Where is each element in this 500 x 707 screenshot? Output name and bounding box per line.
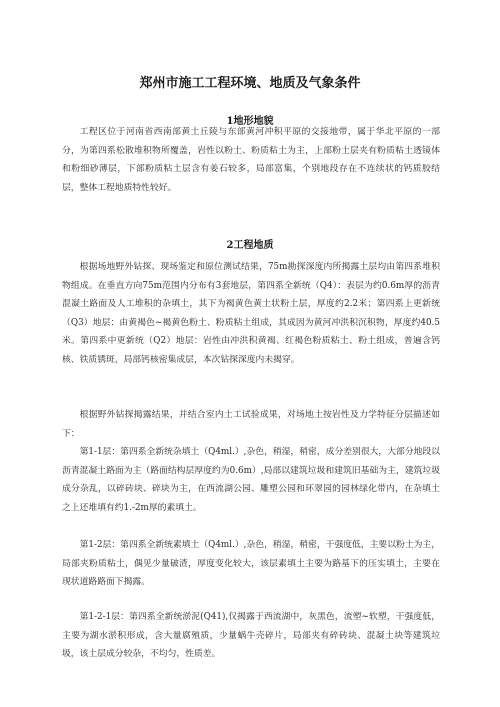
section-heading-geology: 2工程地质 bbox=[226, 240, 274, 251]
paragraph-layer-1-2-1: 第1-2-1层：第四系全新统淤泥(Q41),仅揭露于西流湖中，灰黑色，流塑~软塑，干强度低，主要为湖水淤积形成，含大量腐殖质，少量蜗牛壳碎片，局部夹有碎砖块、混凝土块等建筑垃圾，该土层成分较杂，不均匀，性质差。 bbox=[62, 612, 440, 659]
paragraph-terrain: 工程区位于河南省西南部黄土丘陵与东部黄河冲积平原的交接地带，属于华北平原的一部分，为第四系松散堆积物所覆盖，岩性以粉土、粉质粘土为主，上部粉土层夹有粉质粘土透镜体和粉细砂薄层，下部粉质粘土层含有姜石较多，局部富集，个别地段存在不连续状的钙质胶结层，整体工程地质特性较好。 bbox=[62, 127, 440, 193]
paragraph-layer-1-2: 第1-2层：第四系全新统素填土（Q4ml.）,杂色，稍湿，稍密，干强度低，主要以粉土为主，局部夹粉质粘土，偶见少量破渣，厚度变化较大，该层素填土主要为路基下的压实填土，主要在现状道路路面下揭露。 bbox=[62, 540, 441, 587]
section-heading-terrain: 1地形地貌 bbox=[226, 116, 274, 127]
paragraph-layer-intro: 根据野外钻探揭露结果，并结合室内土工试验成果，对场地土按岩性及力学特征分层描述如下： bbox=[62, 410, 440, 439]
paragraph-layer-1-1: 第1-1层：第四系全新统杂填土（Q4ml.）,杂色，稍湿，稍密，成分差别很大，大部分地段以沥青混凝土路面为主（路面结构层厚度约为0.6m）,局部以建筑垃圾和建筑旧基础为主，建筑垃圾成分杂乱，以碎砖块、碎块为主，在西流湖公园、雕塑公园和环翠园的园林绿化带内，在杂填土之上还堆填有约1.-2m厚的素填土。 bbox=[62, 447, 441, 513]
paragraph-geology-overview: 根据场地野外钻探、现场鉴定和原位测试结果，75m勘探深度内所揭露土层均由第四系堆积物组成。在垂直方向75m范围内分布有3套地层，第四系全新统（Q4）：表层为约0.6m厚的沥青混凝土路面及人工堆积的杂填土，其下为褐黄色黄土状粉土层，厚度约2.2米；第四系上更新统（Q3）地层：由黄褐色~褐黄色粉土、粉质粘土组成，其成因为黄河冲洪积沉积物，厚度约40.5米。第四系中更新统（Q2）地层：岩性由冲洪积黄褐、红褐色粉质粘土、粉土组成，普遍含钙核、铁质锈斑，局部钙核密集成层，本次钻探深度内未揭穿。 bbox=[62, 262, 440, 365]
document-title: 郑州市施工工程环境、地质及气象条件 bbox=[139, 76, 361, 91]
